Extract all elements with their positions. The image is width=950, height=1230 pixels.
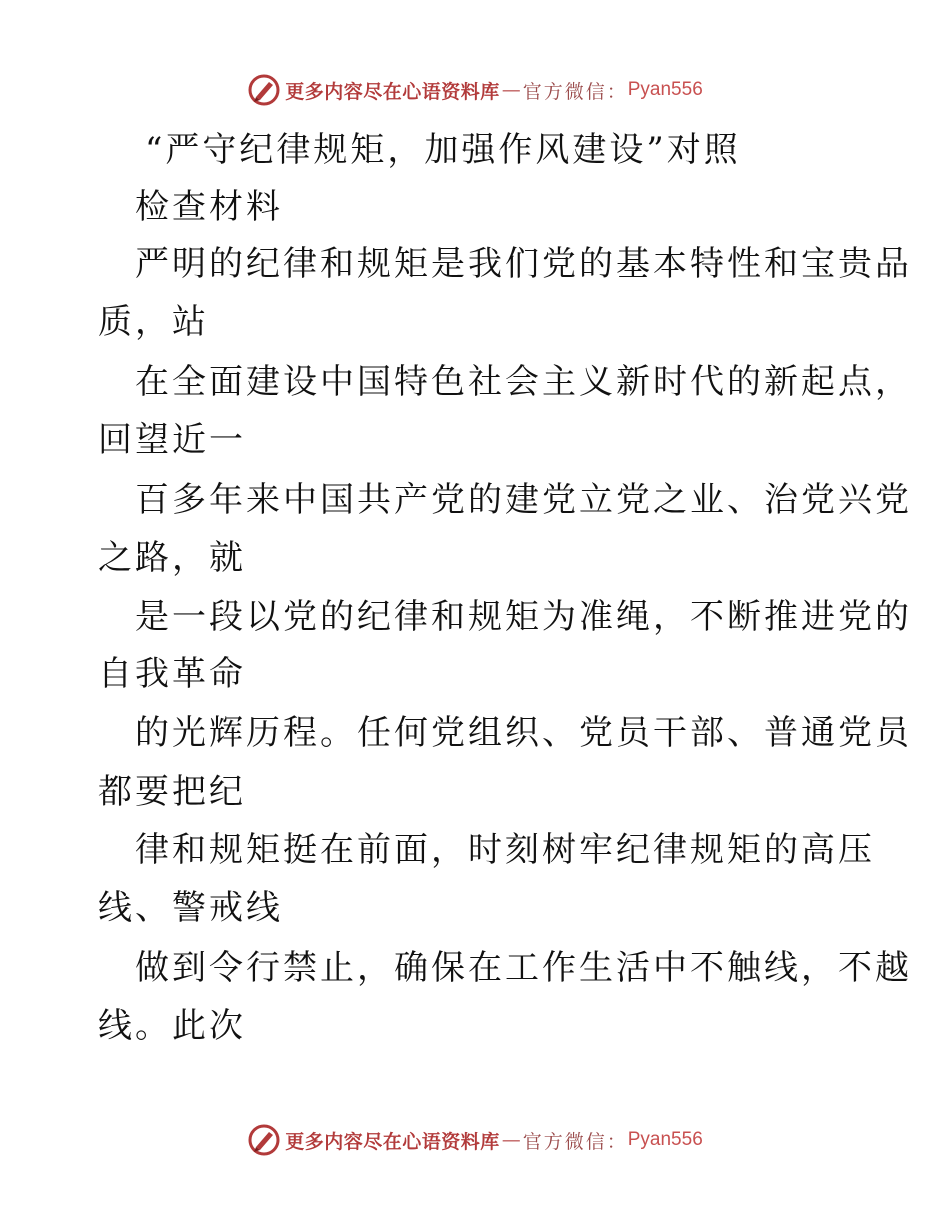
- body-line: 之路，就: [98, 538, 246, 578]
- document-subtitle: 检查材料: [135, 187, 283, 227]
- document-title: “严守纪律规矩，加强作风建设”对照: [145, 130, 741, 170]
- header-wechat-id: Pyan556: [627, 79, 703, 100]
- footer-wechat-label: 官方微信：: [522, 1130, 628, 1153]
- header-dash: —: [501, 79, 521, 101]
- footer-banner: [0, 1120, 950, 1160]
- header-wechat-label: 官方微信：: [522, 80, 628, 103]
- body-line: 回望近一: [98, 420, 246, 460]
- body-line: 自我革命: [98, 654, 246, 694]
- body-line: 百多年来中国共产党的建党立党之业、治党兴党: [135, 480, 912, 520]
- footer-wechat-id: Pyan556: [627, 1129, 703, 1150]
- body-line: 是一段以党的纪律和规矩为准绳，不断推进党的: [135, 597, 912, 637]
- body-line: 律和规矩挺在前面，时刻树牢纪律规矩的高压: [135, 830, 875, 870]
- body-line: 做到令行禁止，确保在工作生活中不触线，不越: [135, 948, 912, 988]
- body-line: 都要把纪: [98, 772, 246, 812]
- body-line: 严明的纪律和规矩是我们党的基本特性和宝贵品: [135, 244, 912, 284]
- header-banner: [0, 70, 950, 110]
- body-line: 线、警戒线: [98, 888, 283, 928]
- body-line: 的光辉历程。任何党组织、党员干部、普通党员: [135, 713, 912, 753]
- footer-site-text: 更多内容尽在心语资料库: [285, 1130, 500, 1153]
- body-line: 质，站: [98, 302, 209, 342]
- pen-logo-icon: [247, 73, 281, 107]
- pen-logo-icon: [247, 1123, 281, 1157]
- body-line: 线。此次: [98, 1006, 246, 1046]
- footer-dash: —: [501, 1129, 521, 1151]
- header-site-text: 更多内容尽在心语资料库: [285, 80, 500, 103]
- body-line: 在全面建设中国特色社会主义新时代的新起点，: [135, 362, 912, 402]
